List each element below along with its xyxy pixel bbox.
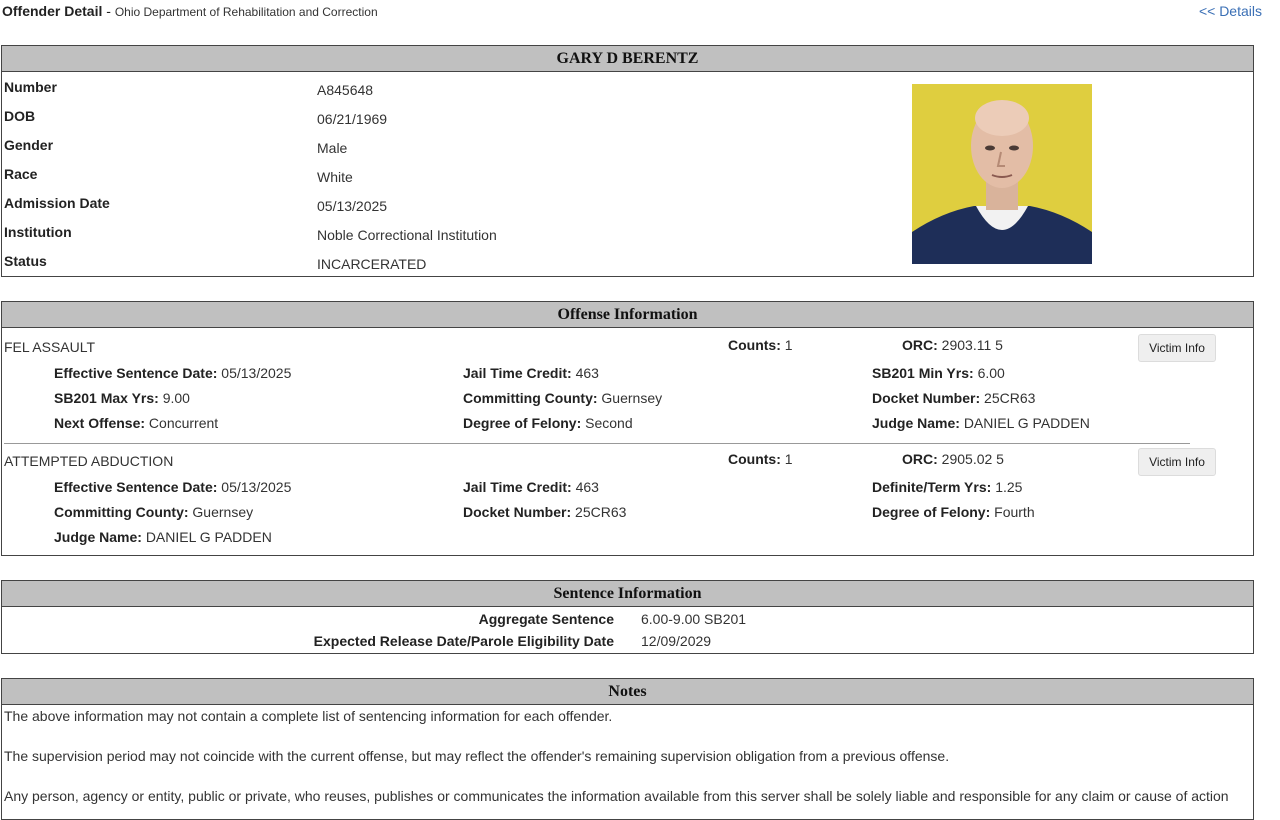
offense-field-label: Degree of Felony: [463, 415, 582, 431]
offense-field [54, 415, 218, 431]
page-title [2, 3, 378, 19]
offense-field [54, 529, 272, 545]
offense-field-value: 25CR63 [575, 504, 627, 520]
counts-label: Counts: [728, 337, 781, 353]
top-bar [0, 0, 1280, 24]
offender-field-value: INCARCERATED [317, 256, 427, 272]
offender-name-header: GARY D BERENTZ [2, 46, 1253, 72]
victim-info-button[interactable]: Victim Info [1138, 448, 1216, 476]
offender-field-value: 06/21/1969 [317, 111, 388, 127]
offense-field-value: Fourth [994, 504, 1035, 520]
offense-counts [728, 451, 793, 467]
offense-field [54, 390, 190, 406]
offense-field-value: 1.25 [995, 479, 1023, 495]
offense-field-value: 25CR63 [984, 390, 1036, 406]
offense-field-value: 463 [575, 365, 599, 381]
offense-field-value: 6.00 [977, 365, 1005, 381]
offense-name: ATTEMPTED ABDUCTION [4, 453, 174, 469]
page-subtitle: Ohio Department of Rehabilitation and Correction [114, 5, 378, 19]
offender-field-row [4, 75, 884, 104]
offense-field-label: SB201 Min Yrs: [872, 365, 974, 381]
offender-field-row [4, 162, 884, 191]
offense-field [463, 415, 633, 431]
offense-divider [4, 443, 1190, 444]
offense-field-value: Guernsey [192, 504, 254, 520]
offense-field-value: 9.00 [162, 390, 190, 406]
notes-header: Notes [2, 679, 1253, 705]
offense-counts [728, 337, 793, 353]
page-title-text: Offender Detail [2, 3, 103, 19]
sentence-value: 6.00-9.00 SB201 [641, 611, 747, 627]
offense-field-value: DANIEL G PADDEN [145, 529, 272, 545]
offender-field-label: Number [4, 79, 57, 95]
offender-field-value: A845648 [317, 82, 374, 98]
offense-field-label: Docket Number: [463, 504, 572, 520]
offender-photo [912, 84, 1092, 264]
offender-field-value: 05/13/2025 [317, 198, 388, 214]
offense-field [872, 390, 1035, 406]
offense-field-value: 05/13/2025 [221, 365, 292, 381]
offense-field-label: Definite/Term Yrs: [872, 479, 992, 495]
sentence-row [2, 629, 1253, 651]
orc-label: ORC: [902, 337, 938, 353]
offender-field-label: DOB [4, 108, 36, 124]
offender-field-value: Noble Correctional Institution [317, 227, 497, 243]
orc-label: ORC: [902, 451, 938, 467]
sentence-row [2, 607, 1253, 629]
offense-field-label: Effective Sentence Date: [54, 479, 218, 495]
offender-field-value: White [317, 169, 353, 185]
orc-value: 2903.11 5 [941, 337, 1003, 353]
offense-field [463, 390, 662, 406]
note-line: The above information may not contain a complete list of sentencing information for each offender. [4, 708, 613, 724]
counts-value: 1 [784, 337, 793, 353]
offender-field-value: Male [317, 140, 348, 156]
offense-field [872, 415, 1090, 431]
offense-field-label: SB201 Max Yrs: [54, 390, 159, 406]
offense-field-value: 463 [575, 479, 599, 495]
offense-field [463, 504, 626, 520]
offense-field-label: Committing County: [54, 504, 189, 520]
offense-field-value: Second [585, 415, 633, 431]
offender-field-label: Admission Date [4, 195, 110, 211]
offense-field-label: Jail Time Credit: [463, 365, 572, 381]
offense-field [463, 365, 599, 381]
offense-field-value: Concurrent [148, 415, 219, 431]
offense-orc [902, 337, 1003, 353]
counts-label: Counts: [728, 451, 781, 467]
offender-field-row [4, 220, 884, 249]
offender-field-row [4, 133, 884, 162]
offense-field [54, 479, 291, 495]
title-separator: - [102, 3, 115, 19]
offense-orc [902, 451, 1004, 467]
offense-field-label: Effective Sentence Date: [54, 365, 218, 381]
offense-field-label: Judge Name: [872, 415, 960, 431]
offender-field-row [4, 249, 884, 278]
offense-field-label: Next Offense: [54, 415, 146, 431]
sentence-label: Aggregate Sentence [478, 611, 614, 627]
offense-field-label: Docket Number: [872, 390, 981, 406]
offense-name: FEL ASSAULT [4, 339, 96, 355]
note-line: Any person, agency or entity, public or private, who reuses, publishes or communicates the information available from this server shall be solely liable and responsible for any claim or cause of action [4, 788, 1229, 804]
counts-value: 1 [784, 451, 793, 467]
offender-info-panel [1, 45, 1254, 277]
victim-info-button[interactable]: Victim Info [1138, 334, 1216, 362]
offense-field [463, 479, 599, 495]
sentence-value: 12/09/2029 [641, 633, 712, 649]
offense-field-value: DANIEL G PADDEN [963, 415, 1090, 431]
offense-field-label: Committing County: [463, 390, 598, 406]
offense-field-value: 05/13/2025 [221, 479, 292, 495]
note-line: The supervision period may not coincide with the current offense, but may reflect the offender's remaining supervision obligation from a previous offense. [4, 748, 950, 764]
back-to-details-link[interactable]: << Details [1198, 3, 1262, 19]
offender-field-label: Status [4, 253, 47, 269]
offense-field-value: Guernsey [601, 390, 663, 406]
offense-field-label: Judge Name: [54, 529, 142, 545]
offense-field [872, 504, 1035, 520]
orc-value: 2905.02 5 [941, 451, 1004, 467]
offense-field-label: Degree of Felony: [872, 504, 991, 520]
offense-field [872, 365, 1005, 381]
sentence-information-panel [1, 580, 1254, 654]
offense-information-header: Offense Information [2, 302, 1253, 328]
offender-field-row [4, 104, 884, 133]
notes-panel [1, 678, 1254, 820]
offense-field [54, 365, 291, 381]
offense-field [872, 479, 1022, 495]
offender-field-row [4, 191, 884, 220]
offense-information-panel [1, 301, 1254, 556]
offense-field-label: Jail Time Credit: [463, 479, 572, 495]
offender-field-label: Gender [4, 137, 54, 153]
sentence-information-header: Sentence Information [2, 581, 1253, 607]
offender-field-label: Race [4, 166, 38, 182]
offense-field [54, 504, 253, 520]
offender-field-label: Institution [4, 224, 72, 240]
sentence-label: Expected Release Date/Parole Eligibility Date [313, 633, 614, 649]
